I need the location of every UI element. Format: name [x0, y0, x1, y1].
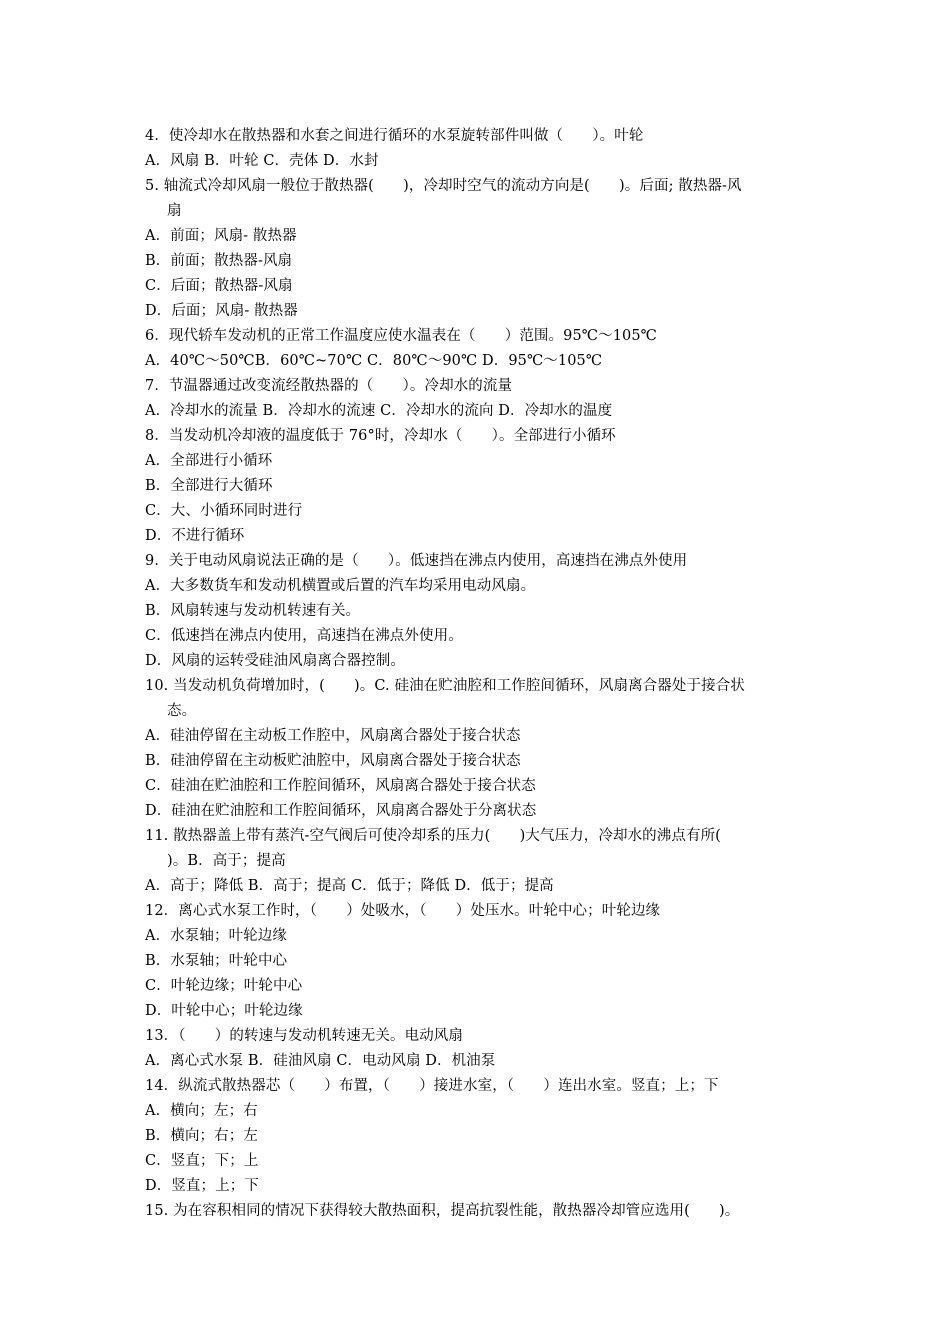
- text-line: C．后面；散热器-风扇: [145, 278, 293, 294]
- text-line: 5. 轴流式冷却风扇一般位于散热器( )，冷却时空气的流动方向是( )。后面; 散热器-风: [145, 178, 742, 194]
- text-line: A．硅油停留在主动板工作腔中，风扇离合器处于接合状态: [145, 728, 521, 744]
- text-line: 7．节温器通过改变流经散热器的（ ）。冷却水的流量: [145, 378, 513, 394]
- text-line: A．40℃～50℃B．60℃~70℃ C．80℃～90℃ D．95℃～105℃: [145, 353, 603, 369]
- text-line: D．风扇的运转受硅油风扇离合器控制。: [145, 653, 405, 669]
- text-line: B．前面；散热器-风扇: [145, 253, 293, 269]
- text-line: D．不进行循环: [145, 528, 245, 544]
- text-line: A．前面；风扇- 散热器: [145, 228, 297, 244]
- text-line: D．硅油在贮油腔和工作腔间循环，风扇离合器处于分离状态: [145, 803, 537, 819]
- text-line: 15. 为在容积相同的情况下获得较大散热面积，提高抗裂性能，散热器冷却管应选用( )。: [145, 1203, 740, 1219]
- text-line: B．横向；右；左: [145, 1128, 258, 1144]
- text-line: C．竖直；下；上: [145, 1153, 259, 1169]
- text-line: D．后面；风扇- 散热器: [145, 303, 298, 319]
- text-line: A．冷却水的流量 B．冷却水的流速 C．冷却水的流向 D．冷却水的温度: [145, 403, 613, 419]
- text-line: B．风扇转速与发动机转速有关。: [145, 603, 361, 619]
- text-line: 14．纵流式散热器芯（ ）布置，（ ）接进水室，（ ）连出水室。竖直；上；下: [145, 1078, 719, 1094]
- text-line: C．低速挡在沸点内使用，高速挡在沸点外使用。: [145, 628, 463, 644]
- text-line: 4．使冷却水在散热器和水套之间进行循环的水泵旋转部件叫做（ ）。叶轮: [145, 128, 644, 144]
- text-line: 6．现代轿车发动机的正常工作温度应使水温表在（ ）范围。95℃～105℃: [145, 328, 657, 344]
- text-line: 8．当发动机冷却液的温度低于 76°时，冷却水（ ）。全部进行小循环: [145, 428, 616, 444]
- text-line: 12．离心式水泵工作时，（ ）处吸水，（ ）处压水。叶轮中心；叶轮边缘: [145, 903, 661, 919]
- text-line: 10. 当发动机负荷增加时，( )。C. 硅油在贮油腔和工作腔间循环，风扇离合器处于接合状: [145, 678, 745, 694]
- text-line-continuation: 扇: [167, 203, 182, 219]
- text-line: A．离心式水泵 B．硅油风扇 C．电动风扇 D．机油泵: [145, 1053, 496, 1069]
- text-line: A．水泵轴；叶轮边缘: [145, 928, 287, 944]
- text-line: 13．（ ）的转速与发动机转速无关。电动风扇: [145, 1028, 463, 1044]
- text-line: B．全部进行大循环: [145, 478, 273, 494]
- document-body: [145, 124, 810, 1224]
- text-line: C．大、小循环同时进行: [145, 503, 303, 519]
- text-line: C．硅油在贮油腔和工作腔间循环，风扇离合器处于接合状态: [145, 778, 536, 794]
- text-line: A．风扇 B．叶轮 C．壳体 D．水封: [145, 153, 379, 169]
- text-line-continuation: )。B．高于；提高: [167, 853, 286, 869]
- text-line: A．高于；降低 B．高于；提高 C．低于；降低 D．低于；提高: [145, 878, 554, 894]
- text-line: B．硅油停留在主动板贮油腔中，风扇离合器处于接合状态: [145, 753, 521, 769]
- text-line: A．大多数货车和发动机横置或后置的汽车均采用电动风扇。: [145, 578, 536, 594]
- text-line: 9．关于电动风扇说法正确的是（ ）。低速挡在沸点内使用，高速挡在沸点外使用: [145, 553, 688, 569]
- text-line: A．横向；左；右: [145, 1103, 258, 1119]
- text-line: D．叶轮中心；叶轮边缘: [145, 1003, 303, 1019]
- text-line: D．竖直；上；下: [145, 1178, 259, 1194]
- text-line: A．全部进行小循环: [145, 453, 273, 469]
- text-line: 11. 散热器盖上带有蒸汽-空气阀后可使冷却系的压力( )大气压力，冷却水的沸点有所(: [145, 828, 721, 844]
- text-line-continuation: 态。: [167, 703, 197, 719]
- text-line: B．水泵轴；叶轮中心: [145, 953, 288, 969]
- text-line: C．叶轮边缘；叶轮中心: [145, 978, 303, 994]
